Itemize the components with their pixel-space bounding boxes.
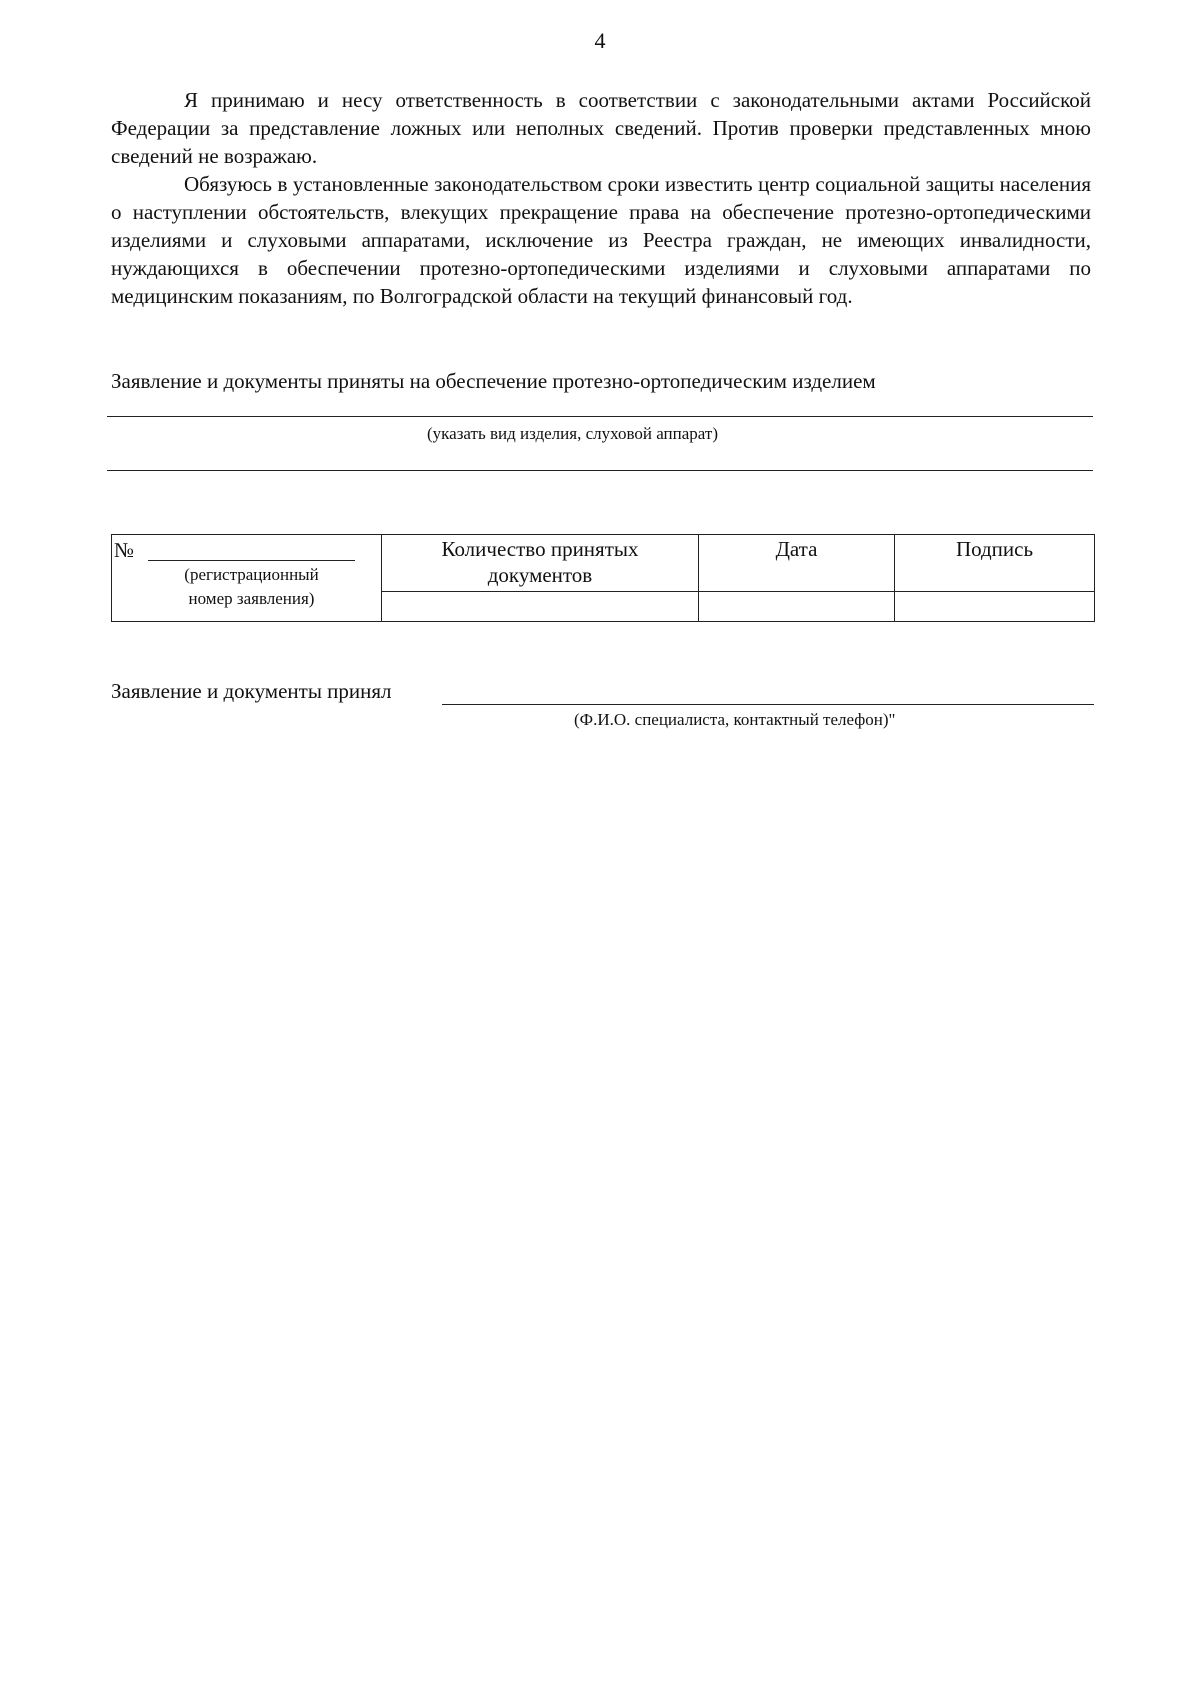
table-column-divider [381, 535, 382, 621]
received-by-label: Заявление и документы принял [111, 679, 392, 703]
page-number: 4 [594, 28, 606, 53]
product-fill-line-2 [107, 470, 1093, 471]
header-signature: Подпись [955, 537, 1034, 561]
obligation-paragraph: Обязуюсь в установленные законодательством сроки известить центр социальной защиты населения о наступлении обстоятельств, влекущих прекращение права на обеспечение протезно-ортопедическими изделиями и слуховыми аппаратами, исключение из Реестра граждан, не имеющих инвалидности, нуждающихся в обеспечении протезно-ортопедическими изделиями и слуховыми аппаратами по медицинским показаниям, по Волгоградской области на текущий финансовый год. [111, 172, 1091, 308]
registration-number-caption [148, 563, 355, 611]
received-by-caption: (Ф.И.О. специалиста, контактный телефон)" [574, 710, 896, 729]
registration-caption-line: (регистрационный [184, 565, 319, 584]
responsibility-paragraph: Я принимаю и несу ответственность в соответствии с законодательными актами Российской Федерации за представление ложных или неполных сведений. Против проверки представленных мною сведений не возражаю. [111, 88, 1091, 168]
received-by-fill-line [442, 704, 1094, 705]
product-fill-line [107, 416, 1093, 417]
header-date: Дата [775, 537, 818, 561]
accepted-statement: Заявление и документы приняты на обеспечение протезно-ортопедическим изделием [111, 369, 876, 393]
registration-number-line [148, 560, 355, 561]
table-row-divider [381, 591, 1094, 592]
header-documents-count: Количество принятых документов [441, 537, 639, 587]
product-caption: (указать вид изделия, слуховой аппарат) [427, 424, 718, 443]
number-sign: № [114, 538, 135, 562]
registration-table [111, 534, 1095, 622]
registration-caption-line: номер заявления) [188, 589, 315, 608]
